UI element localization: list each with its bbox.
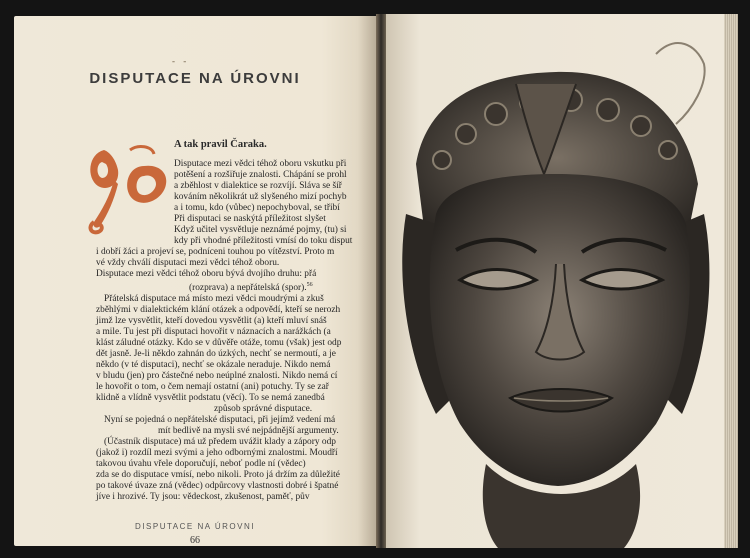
text-line: dět jasně. Je-li někdo zahnán do úzkých, nechť se nermoutí, a je [96, 349, 336, 359]
open-book [6, 6, 744, 552]
text-line: kováním několikrát už slyšeného mizí pochyb [174, 192, 347, 202]
text-line-with-footnote [189, 280, 313, 294]
text-line: jíve i hrozivé. Ty jsou: vědeckost, zkušenost, paměť, pův [96, 492, 310, 502]
text-line: a mile. Tu jest při disputaci hovořit v náznacích a narážkách (a [96, 327, 331, 337]
text-line: Přátelská disputace má místo mezi vědci moudrými a zkuš [104, 294, 324, 304]
footnote-mark: 56 [306, 282, 313, 288]
text-line: v bludu (jen) pro částečné nebo neúplné znalosti. Nikdo nemá cí [96, 371, 338, 381]
text-line: i dobří žáci a projeví se, podníceni touhou po vítězství. Proto m [96, 247, 335, 257]
drop-cap-ornament-icon [84, 140, 172, 236]
running-footer: DISPUTACE NA ÚROVNI [135, 522, 255, 531]
text-line: jimž lze vysvětlit, kteří dovedou vysvětlit (a) kteří mluví snáš [96, 316, 327, 326]
chapter-title: DISPUTACE NA ÚROVNI [89, 70, 301, 87]
page-edges [724, 14, 738, 548]
text-line: (rozprava) a nepřátelská (spor). [189, 283, 307, 294]
text-line: a i tomu, kdo (vůbec) nepochyboval, se třibí [174, 203, 340, 213]
text-line: kdy při vhodné příležitosti vmísí do toku disput [174, 236, 353, 246]
text-line: někdo (v té disputaci), nechť se okázale neraduje. Nikdo nemá [96, 360, 331, 370]
text-line: zda se do disputace vmísí, nebo nikoli. Proto já držím za důležité [96, 470, 340, 480]
sculpture-illustration [386, 14, 724, 548]
page-number: 66 [190, 535, 200, 546]
text-line: vé vždy chválí disputaci mezi vědci téhož oboru. [96, 258, 280, 268]
text-line: Nyní se pojedná o nepřátelské disputaci, při jejímž vedení má [104, 415, 336, 425]
text-line: Disputace mezi vědci téhož oboru bývá dvojího druhu: přá [96, 269, 317, 279]
text-line: potěšení a rozšiřuje znalosti. Chápání se prohl [174, 170, 347, 180]
text-line: (Účastník disputace) má už předem uvážit klady a zápory odp [104, 437, 336, 447]
text-line: a zběhlost v dialektice se rozvíjí. Sláva se šíř [174, 181, 342, 191]
text-line: Při disputaci se naskýtá příležitost slyšet [174, 214, 326, 224]
text-line: takovou úvahu vřele doporučují, neboť podle ní (vědec) [96, 459, 306, 469]
text-line: klást záludné otázky. Kdo se v důvěře otáže, tomu (však) jest odp [96, 338, 342, 348]
left-page [14, 16, 376, 546]
right-page [386, 14, 724, 548]
text-line: zběhlými v dialektickém klání otázek a odpovědí, kteří se nerozh [96, 305, 341, 315]
text-line: (jakož i) rozdíl mezi svými a jeho odbornými znalostmi. Moudří [96, 448, 338, 458]
book-gutter [376, 14, 386, 548]
text-line: způsob správné disputace. [214, 404, 313, 414]
text-line: mít bedlivě na mysli své nejpádnější argumenty. [158, 426, 339, 436]
text-line: po takové úvaze zná (vědec) odpůrcovy vlastnosti dobré i špatné [96, 481, 339, 491]
text-line: le hovořit o tom, o čem nemají ostatní (ani) potuchy. Ty se zař [96, 382, 329, 392]
drop-cap [84, 140, 172, 236]
lead-sentence: A tak pravil Čaraka. [174, 139, 267, 150]
header-ornament: - - [172, 56, 190, 66]
text-line: Disputace mezi vědci téhož oboru vskutku při [174, 159, 347, 169]
text-line: Když učitel vysvětluje neznámé pojmy, (tu) si [174, 225, 347, 235]
text-line: klidně a vlídně vysvětlit podstatu (věcí). To se nemá zanedbá [96, 393, 325, 403]
